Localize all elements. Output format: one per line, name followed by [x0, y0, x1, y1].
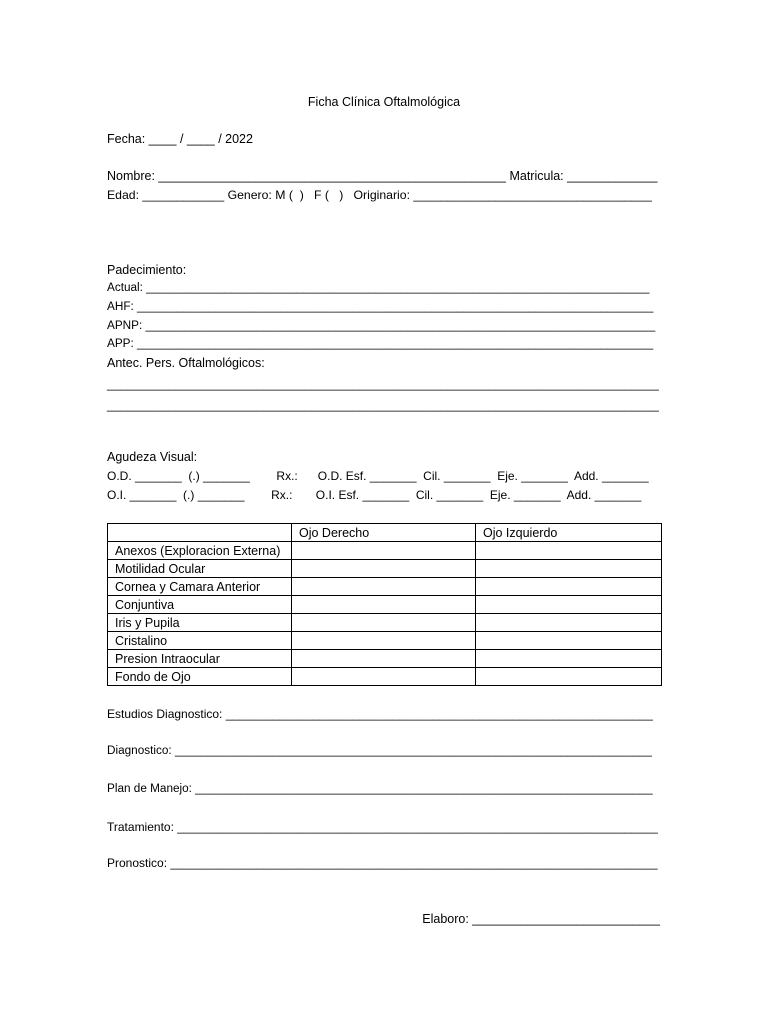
form-title: Ficha Clínica Oftalmológica	[307, 95, 461, 109]
oi-cell[interactable]	[476, 560, 662, 578]
table-header-cell: Ojo Izquierdo	[476, 524, 662, 542]
table-header-cell	[108, 524, 292, 542]
oi-cell[interactable]	[476, 632, 662, 650]
table-row	[108, 668, 662, 686]
oi-cell[interactable]	[476, 650, 662, 668]
oi-cell[interactable]	[476, 596, 662, 614]
antec-label: Antec. Pers. Oftalmológicos:	[107, 356, 265, 370]
od-cell[interactable]	[292, 614, 476, 632]
row-label: Fondo de Ojo	[108, 668, 292, 686]
exam-table	[107, 523, 662, 686]
table-header-cell: Ojo Derecho	[292, 524, 476, 542]
nombre-field: Nombre: __________________________________________________ Matricula: _____________	[107, 169, 658, 183]
fecha-field: Fecha: ____ / ____ / 2022	[107, 132, 253, 146]
oi-cell[interactable]	[476, 668, 662, 686]
row-label: Presion Intraocular	[108, 650, 292, 668]
plan-field: Plan de Manejo: ______________________________________________________________________	[107, 782, 653, 795]
table-row	[108, 542, 662, 560]
od-cell[interactable]	[292, 560, 476, 578]
antec-line-1: _________________________________________________________________________________	[107, 377, 659, 391]
elaboro-field: Elaboro: ___________________________	[422, 912, 660, 926]
od-cell[interactable]	[292, 668, 476, 686]
od-cell[interactable]	[292, 632, 476, 650]
table-header-row	[108, 524, 662, 542]
agudeza-label: Agudeza Visual:	[107, 450, 198, 464]
row-label: Cornea y Camara Anterior	[108, 578, 292, 596]
actual-field: Actual: _____________________________________________________________________________	[107, 281, 650, 294]
padecimiento-label: Padecimiento:	[107, 263, 187, 277]
row-label: Iris y Pupila	[108, 614, 292, 632]
antec-line-2: _________________________________________________________________________________	[107, 398, 659, 412]
table-row	[108, 632, 662, 650]
table-row	[108, 614, 662, 632]
pronostico-field: Pronostico: _________________________________________________________________________	[107, 856, 658, 870]
edad-field: Edad: ____________ Genero: M ( ) F ( ) Originario: ___________________________________	[107, 188, 652, 202]
table-row	[108, 650, 662, 668]
diagnostico-field: Diagnostico: _________________________________________________________________________	[107, 744, 652, 757]
oi-cell[interactable]	[476, 614, 662, 632]
table-row	[108, 596, 662, 614]
od-cell[interactable]	[292, 542, 476, 560]
ahf-field: AHF: _______________________________________________________________________________	[107, 300, 654, 313]
app-field: APP: _______________________________________________________________________________	[107, 337, 654, 350]
row-label: Conjuntiva	[108, 596, 292, 614]
row-label: Motilidad Ocular	[108, 560, 292, 578]
tratamiento-field: Tratamiento: ________________________________________________________________________	[107, 820, 658, 834]
row-label: Cristalino	[108, 632, 292, 650]
row-label: Anexos (Exploracion Externa)	[108, 542, 292, 560]
od-row: O.D. _______ (.) _______ Rx.: O.D. Esf. _______ Cil. _______ Eje. _______ Add. _______	[107, 469, 649, 483]
od-cell[interactable]	[292, 650, 476, 668]
od-cell[interactable]	[292, 596, 476, 614]
oi-row: O.I. _______ (.) _______ Rx.: O.I. Esf. _______ Cil. _______ Eje. _______ Add. _______	[107, 488, 642, 502]
table-row	[108, 578, 662, 596]
oi-cell[interactable]	[476, 542, 662, 560]
oi-cell[interactable]	[476, 578, 662, 596]
table-row	[108, 560, 662, 578]
estudios-field: Estudios Diagnostico: ________________________________________________________________	[107, 707, 653, 721]
od-cell[interactable]	[292, 578, 476, 596]
apnp-field: APNP: ______________________________________________________________________________	[107, 319, 656, 332]
